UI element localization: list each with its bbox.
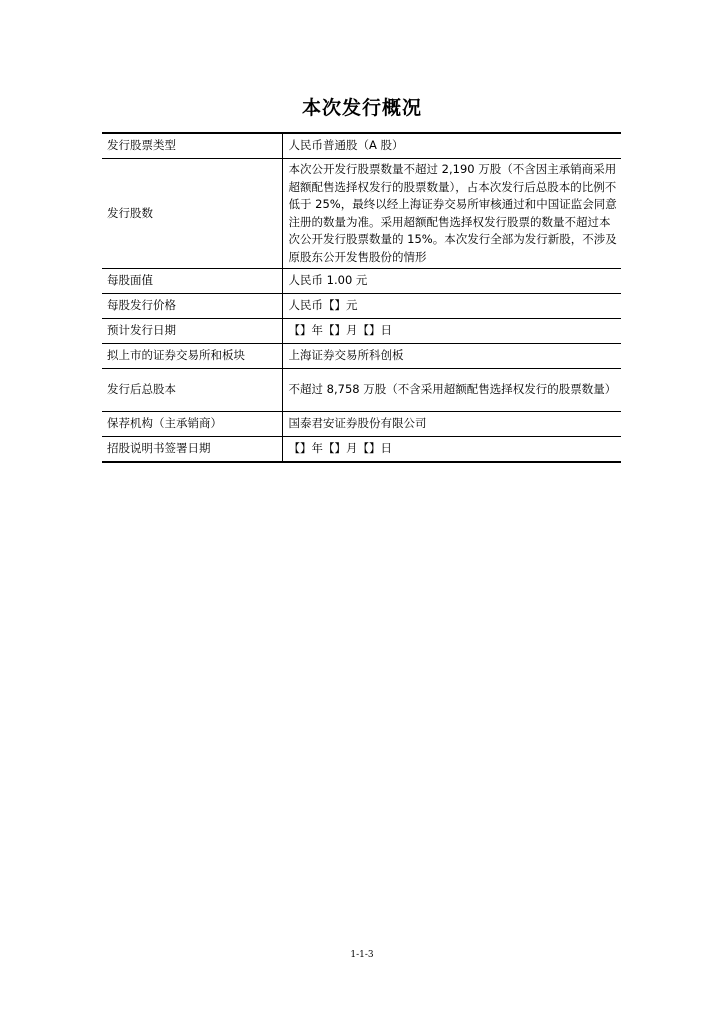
row-value: 人民币【】元: [282, 294, 621, 319]
row-label: 保荐机构（主承销商）: [102, 412, 282, 437]
row-label: 每股面值: [102, 269, 282, 294]
row-value: 国泰君安证券股份有限公司: [282, 412, 621, 437]
row-label: 每股发行价格: [102, 294, 282, 319]
row-value: 本次公开发行股票数量不超过 2,190 万股（不含因主承销商采用超额配售选择权发行的股票数量），占本次发行后总股本的比例不低于 25%，最终以经上海证券交易所审核通过和中国证监会同意注册的数量为准。采用超额配售选择权发行股票的数量不超过本次公开发行股票数量的 15%。本次发行全部为发行新股，不涉及原股东公开发售股份的情形: [282, 159, 621, 269]
table-row: [102, 159, 621, 269]
row-value: 人民币普通股（A 股）: [282, 133, 621, 159]
row-value: 人民币 1.00 元: [282, 269, 621, 294]
table-row: [102, 133, 621, 159]
table-row: [102, 344, 621, 369]
row-label: 发行股数: [102, 159, 282, 269]
row-label: 拟上市的证券交易所和板块: [102, 344, 282, 369]
table-row: [102, 269, 621, 294]
row-label: 发行后总股本: [102, 369, 282, 412]
issuance-overview-table: [102, 132, 621, 463]
row-label: 招股说明书签署日期: [102, 437, 282, 463]
table-row: [102, 294, 621, 319]
page-number: 1-1-3: [350, 950, 374, 960]
document-title: 本次发行概况: [301, 97, 422, 119]
row-value: 不超过 8,758 万股（不含采用超额配售选择权发行的股票数量）: [282, 369, 621, 412]
table-row: [102, 437, 621, 463]
row-value: 上海证券交易所科创板: [282, 344, 621, 369]
table-row: [102, 412, 621, 437]
table-row: [102, 319, 621, 344]
row-label: 预计发行日期: [102, 319, 282, 344]
row-value: 【】年【】月【】日: [282, 437, 621, 463]
row-label: 发行股票类型: [102, 133, 282, 159]
table-row: [102, 369, 621, 412]
row-value: 【】年【】月【】日: [282, 319, 621, 344]
